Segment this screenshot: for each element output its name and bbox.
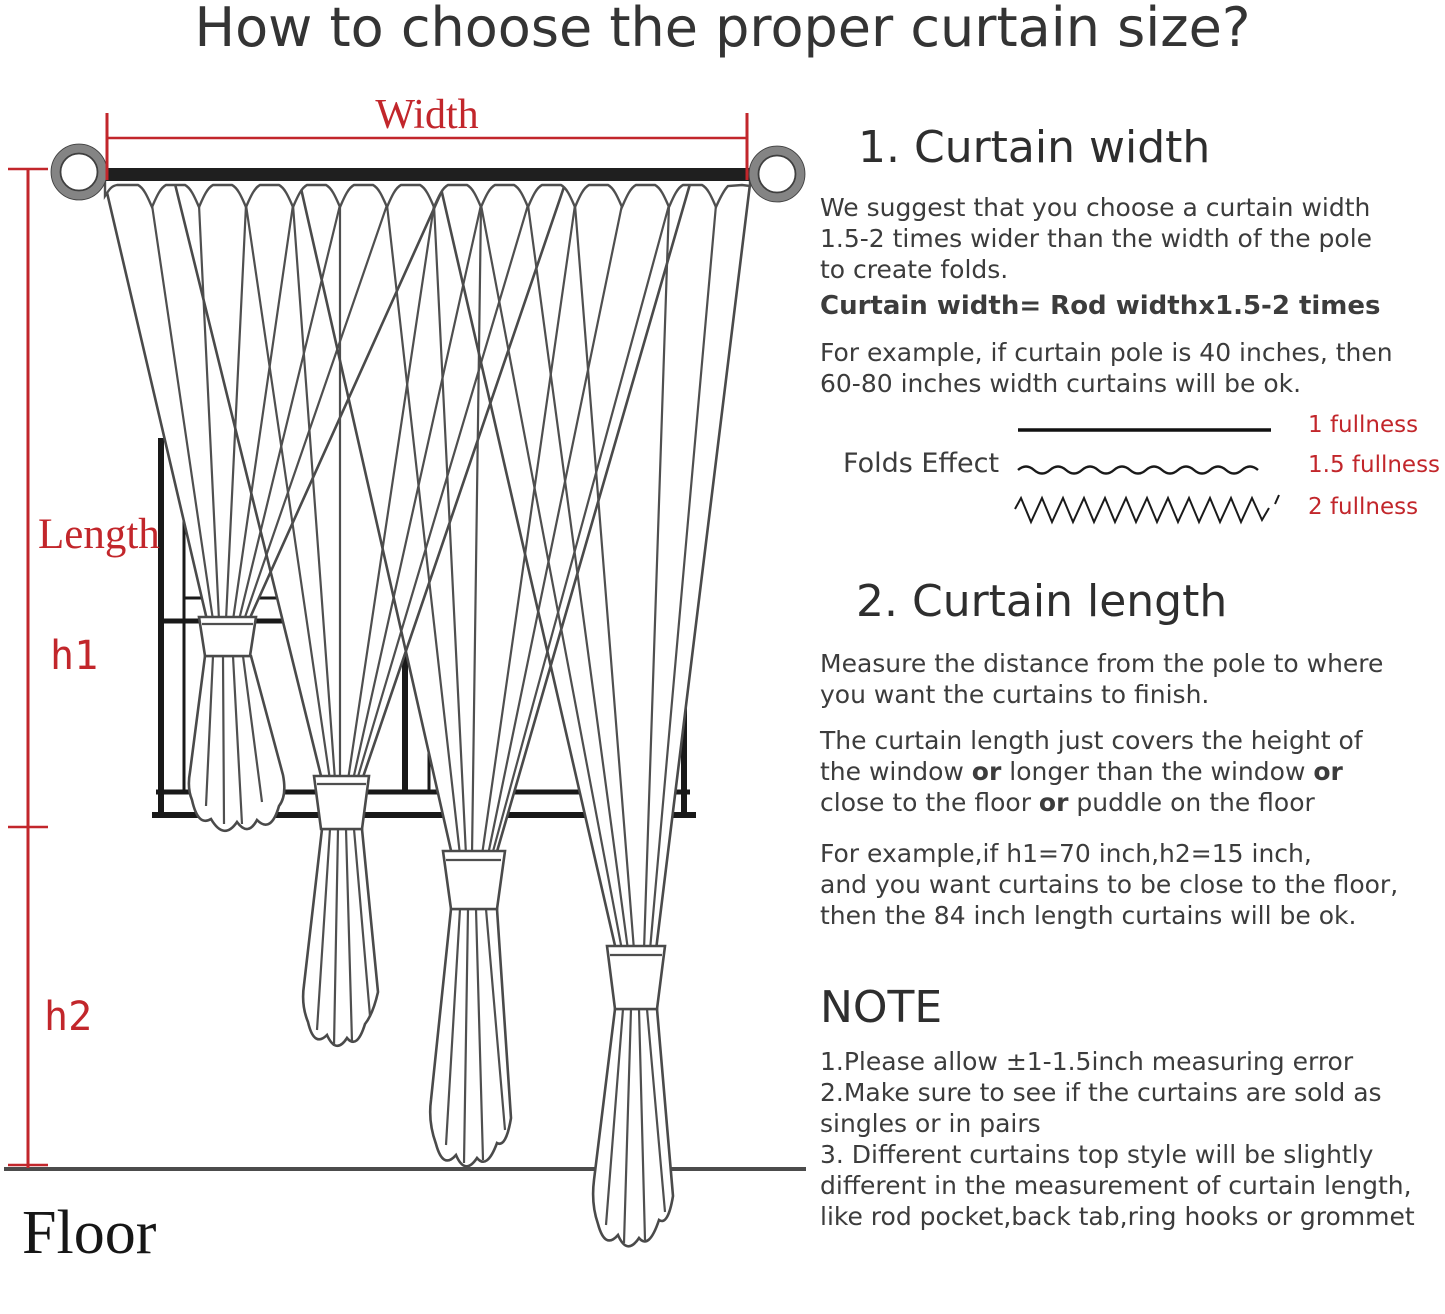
h1-label: h1 (50, 633, 99, 679)
curtain-length-options: The curtain length just covers the height of the window or longer than the window or close to the floor or puddle on the floor (820, 726, 1363, 817)
curtain-tail (303, 829, 378, 1046)
curtain-width-formula: Curtain width= Rod widthx1.5-2 times (820, 291, 1381, 321)
fullness-label-1: 1 fullness (1308, 412, 1419, 438)
curtain-tail (430, 909, 511, 1166)
curtain-panels (105, 172, 750, 1246)
rod-ring-right (750, 147, 805, 202)
curtain-length-measure: Measure the distance from the pole to where you want the curtains to finish. (820, 649, 1384, 709)
curtain-rod (97, 168, 755, 181)
curtain-length-example: For example,if h1=70 inch,h2=15 inch, and you want curtains to be close to the floor, then the 84 inch length curtains will be ok. (820, 839, 1399, 930)
curtain-width-example: For example, if curtain pole is 40 inches, then 60-80 inches width curtains will be ok. (820, 338, 1393, 398)
fullness-line-wave (1018, 467, 1258, 474)
width-label: Width (375, 92, 479, 138)
tieback-band (199, 617, 256, 656)
folds-effect-diagram (818, 408, 1445, 548)
page-title: How to choose the proper curtain size? (194, 0, 1251, 59)
width-dimension (107, 92, 747, 180)
fullness-lines (1013, 412, 1283, 542)
curtain-tail (189, 656, 284, 831)
section-heading-note: NOTE (820, 982, 943, 1033)
fullness-label-2: 2 fullness (1308, 494, 1419, 520)
fullness-label-1-5: 1.5 fullness (1308, 452, 1441, 478)
note-list: 1.Please allow ±1-1.5inch measuring error 2.Make sure to see if the curtains are sold as singles or in pairs 3. Different curtains top style will be slightly different in the measurement of curtain length, like rod pocket,back tab,ring hooks or grommet (820, 1047, 1415, 1231)
h2-label: h2 (44, 994, 93, 1040)
fullness-line-zigzag (1015, 495, 1279, 522)
section-heading-curtain-width: 1. Curtain width (858, 122, 1211, 173)
folds-effect-label: Folds Effect (843, 448, 1000, 479)
length-label: Length (38, 511, 160, 558)
curtain-tail (593, 1009, 673, 1246)
floor-label: Floor (22, 1199, 157, 1267)
rod-ring-left (52, 145, 107, 200)
curtain-width-intro: We suggest that you choose a curtain width 1.5-2 times wider than the width of the pole to create folds. (820, 193, 1373, 284)
section-heading-curtain-length: 2. Curtain length (856, 576, 1228, 627)
